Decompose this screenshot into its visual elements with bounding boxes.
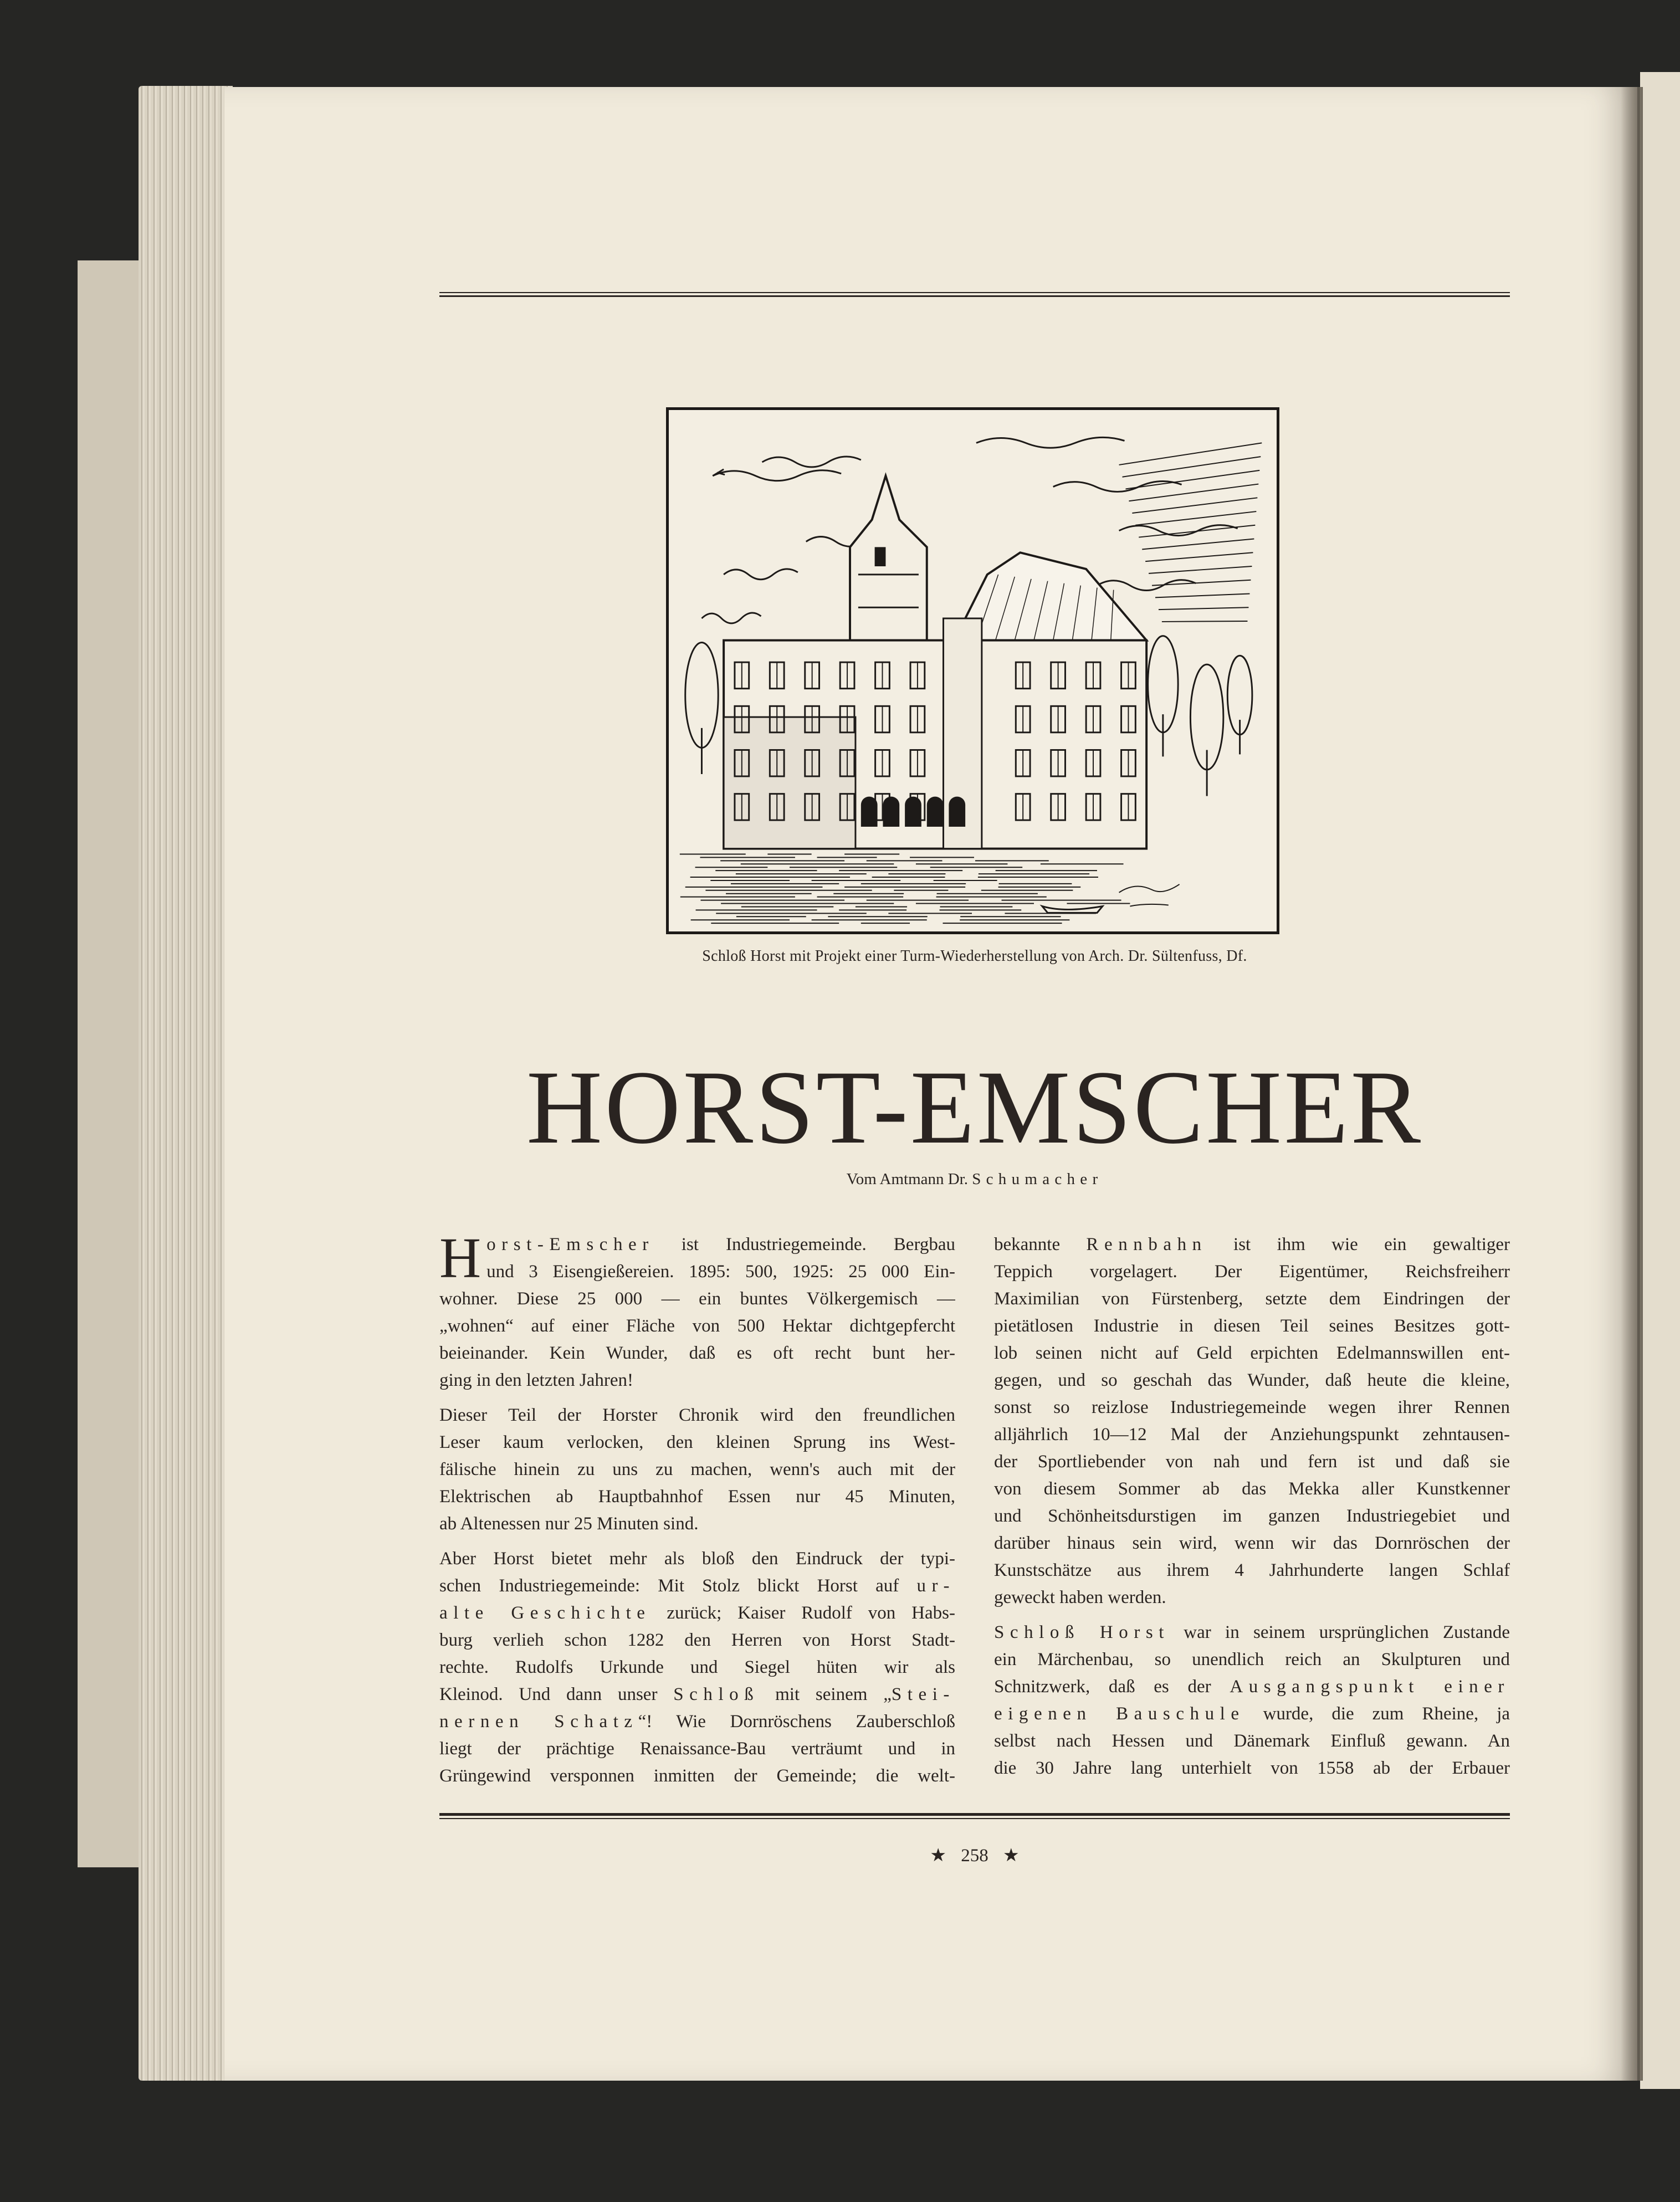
sky-hatching [1119, 443, 1262, 465]
book-gutter [1621, 87, 1643, 2081]
text-line [994, 1530, 1510, 1557]
paragraph [439, 1545, 955, 1790]
text-run: pietätlosen Industrie in diesen Teil seines Besitzes gott- [994, 1316, 1510, 1336]
text-run: “! Wie Dornröschens Zauberschloß [638, 1712, 955, 1732]
text-line [994, 1286, 1510, 1313]
text-line [994, 1646, 1510, 1673]
text-line [994, 1421, 1510, 1448]
text-run: geweckt haben werden. [994, 1588, 1166, 1607]
artist-signature [1119, 884, 1180, 907]
text-line [439, 1573, 955, 1600]
text-line [994, 1755, 1510, 1782]
text-line [994, 1557, 1510, 1584]
text-line [994, 1503, 1510, 1530]
spaced-emphasis: eigenen Bauschule [994, 1704, 1245, 1724]
text-run: ein Märchenbau, so unendlich reich an Skulpturen und [994, 1650, 1510, 1670]
paragraph [994, 1231, 1510, 1611]
text-run: wurde, die zum Rheine, ja [1244, 1704, 1510, 1724]
spaced-emphasis: Schloß Horst [994, 1622, 1170, 1642]
text-run: liegt der prächtige Renaissance-Bau verträumt und in [439, 1739, 955, 1759]
cloud-stroke [701, 613, 761, 623]
cloud-stroke [713, 470, 841, 481]
text-line [994, 1728, 1510, 1755]
text-run: Elektrischen ab Hauptbahnhof Essen nur 45 Minuten, [439, 1487, 955, 1507]
text-run: und 3 Eisengießereien. 1895: 500, 1925: 25 000 Ein- [486, 1262, 955, 1282]
text-run: bekannte [994, 1235, 1087, 1254]
drop-cap: H [439, 1226, 482, 1290]
sky-hatching [1135, 511, 1256, 525]
text-line [486, 1258, 955, 1286]
text-line [439, 1681, 955, 1708]
text-run: und Schönheitsdurstigen im ganzen Industriegebiet und [994, 1506, 1510, 1526]
sky-hatching [1162, 621, 1248, 622]
text-line [994, 1313, 1510, 1340]
byline [439, 1170, 1510, 1189]
text-run: von diesem Sommer ab das Mekka aller Kunstkenner [994, 1479, 1510, 1499]
text-run: war in seinem ursprünglichen Zustande [1170, 1622, 1510, 1642]
sky-hatching [1159, 607, 1249, 610]
cloud-stroke [1119, 525, 1238, 536]
text-line [439, 1627, 955, 1654]
byline-prefix: Vom Amtmann Dr. [846, 1170, 972, 1188]
text-run: Kunstschätze aus ihrem 4 Jahrhunderte langen Schlaf [994, 1560, 1510, 1580]
text-run: der Sportliebender von nah und fern ist und daß sie [994, 1452, 1510, 1472]
text-column-right [994, 1231, 1510, 1790]
text-line [439, 1367, 955, 1394]
text-run: schen Industriegemeinde: Mit Stolz blickt Horst auf [439, 1576, 917, 1596]
text-run: zurück; Kaiser Rudolf von Habs- [651, 1603, 955, 1623]
text-run: beieinander. Kein Wunder, daß es oft recht bunt her- [439, 1343, 955, 1363]
text-line [439, 1763, 955, 1790]
text-line [439, 1510, 955, 1538]
spaced-emphasis: Rennbahn [1086, 1235, 1207, 1254]
cloud-stroke [724, 569, 798, 580]
text-run: fälische hinein zu uns zu machen, wenn's auch mit der [439, 1460, 955, 1479]
text-line [439, 1545, 955, 1573]
spaced-emphasis: nernen Schatz [439, 1712, 638, 1732]
tower [850, 476, 927, 641]
text-run: darüber hinaus sein wird, wenn wir das Dornröschen der [994, 1533, 1510, 1553]
spaced-emphasis: orst-Emscher [486, 1235, 654, 1254]
arcade-arch [861, 797, 878, 827]
text-line [994, 1584, 1510, 1611]
cloud-stroke [1053, 482, 1182, 492]
sky-hatching [1155, 593, 1249, 597]
text-line [994, 1701, 1510, 1728]
text-line [994, 1619, 1510, 1646]
gable-roof [954, 552, 1146, 640]
illustration-caption: Schloß Horst mit Projekt einer Turm-Wiederherstellung von Arch. Dr. Sültenfuss, Df. [702, 948, 1247, 965]
text-run: alljährlich 10—12 Mal der Anziehungspunkt zehntausen- [994, 1425, 1510, 1445]
text-column-left [439, 1226, 955, 1798]
cloud-stroke [1097, 580, 1196, 591]
text-run: rechte. Rudolfs Urkunde und Siegel hüten wir als [439, 1657, 955, 1677]
text-line [486, 1231, 955, 1258]
text-line [439, 1456, 955, 1483]
text-run: ging in den letzten Jahren! [439, 1370, 634, 1390]
sky-hatching [1123, 457, 1261, 477]
text-run: die 30 Jahre lang unterhielt von 1558 ab der Erbauer [994, 1758, 1510, 1778]
page-number [439, 1844, 1510, 1866]
paragraph [439, 1402, 955, 1538]
text-line [994, 1673, 1510, 1701]
spaced-emphasis: Stei- [891, 1684, 955, 1704]
text-line [994, 1231, 1510, 1258]
text-run: gegen, und so geschah das Wunder, daß heute die kleine, [994, 1370, 1510, 1390]
text-line [994, 1448, 1510, 1476]
cloud-stroke [976, 437, 1125, 448]
text-run: lob seinen nicht auf Geld erpichten Edelmannswillen ent- [994, 1343, 1510, 1363]
text-line [994, 1340, 1510, 1367]
paragraph [994, 1619, 1510, 1782]
sky-hatching [1145, 552, 1253, 561]
text-run: Leser kaum verlocken, den kleinen Sprung ins West- [439, 1432, 955, 1452]
text-run: Dieser Teil der Horster Chronik wird den freundlichen [439, 1405, 955, 1425]
text-line [439, 1429, 955, 1456]
arcade-arch [949, 797, 965, 827]
text-line [439, 1654, 955, 1681]
tower-window [875, 547, 886, 566]
text-run: burg verlieh schon 1282 den Herren von Horst Stadt- [439, 1630, 955, 1650]
author-name: Schumacher [972, 1170, 1103, 1188]
text-run: Maximilian von Fürstenberg, setzte dem Eindringen der [994, 1289, 1510, 1309]
sky-hatching [1142, 539, 1254, 550]
sky-hatching [1149, 566, 1252, 573]
spaced-emphasis: ur- [916, 1576, 955, 1596]
sky-hatching [1139, 525, 1255, 537]
spaced-emphasis: alte Geschichte [439, 1603, 651, 1623]
text-run: sonst so reizlose Industriegemeinde wegen ihrer Rennen [994, 1397, 1510, 1417]
arcade-arch [905, 797, 921, 827]
text-run: Grüngewind versponnen inmitten der Gemeinde; die welt- [439, 1766, 955, 1786]
text-line [994, 1258, 1510, 1286]
text-run: selbst nach Hessen und Dänemark Einfluß gewann. An [994, 1731, 1510, 1751]
page-edges [139, 86, 233, 2081]
text-line [439, 1286, 955, 1313]
text-run: Aber Horst bietet mehr als bloß den Eindruck der typi- [439, 1549, 955, 1569]
text-run: Kleinod. Und dann unser [439, 1684, 674, 1704]
arcade-arch [883, 797, 899, 827]
text-line [439, 1402, 955, 1429]
top-rule [439, 292, 1510, 297]
text-run: mit seinem „ [759, 1684, 892, 1704]
text-run: ist ihm wie ein gewaltiger [1207, 1235, 1510, 1254]
text-run: ist Industriegemeinde. Bergbau [654, 1235, 955, 1254]
text-line [994, 1367, 1510, 1394]
text-run: Teppich vorgelagert. Der Eigentümer, Reichsfreiherr [994, 1262, 1510, 1282]
sky-hatching [1129, 484, 1258, 501]
text-line [439, 1483, 955, 1510]
text-line [439, 1600, 955, 1627]
text-run: wohner. Diese 25 000 — ein buntes Völkergemisch — [439, 1289, 955, 1309]
arcade-arch [927, 797, 944, 827]
sky-hatching [1132, 498, 1257, 513]
text-line [439, 1313, 955, 1340]
text-line [994, 1394, 1510, 1421]
text-run: ab Altenessen nur 25 Minuten sind. [439, 1514, 699, 1534]
rowing-boat [1042, 906, 1103, 913]
article-title: HORST-EMSCHER [526, 1049, 1423, 1166]
bottom-rule [439, 1813, 1510, 1819]
star-ornament-icon: ★ [930, 1846, 946, 1866]
castle-sketch-image [669, 410, 1277, 931]
text-line [439, 1735, 955, 1763]
star-ornament-icon: ★ [1003, 1846, 1020, 1866]
text-line [439, 1340, 955, 1367]
text-line [439, 1708, 955, 1735]
left-wing [724, 717, 856, 848]
text-run: Schnitzwerk, daß es der [994, 1677, 1230, 1697]
spaced-emphasis: Ausgangspunkt einer [1230, 1677, 1510, 1697]
castle-illustration [666, 407, 1279, 934]
facing-page-edge [1640, 72, 1680, 2089]
cloud-stroke [762, 457, 861, 467]
text-line [994, 1476, 1510, 1503]
page-number-value: 258 [961, 1846, 988, 1866]
text-run: „wohnen“ auf einer Fläche von 500 Hektar dichtgepfercht [439, 1316, 955, 1336]
paragraph [439, 1226, 955, 1394]
spaced-emphasis: Schloß [673, 1684, 760, 1704]
